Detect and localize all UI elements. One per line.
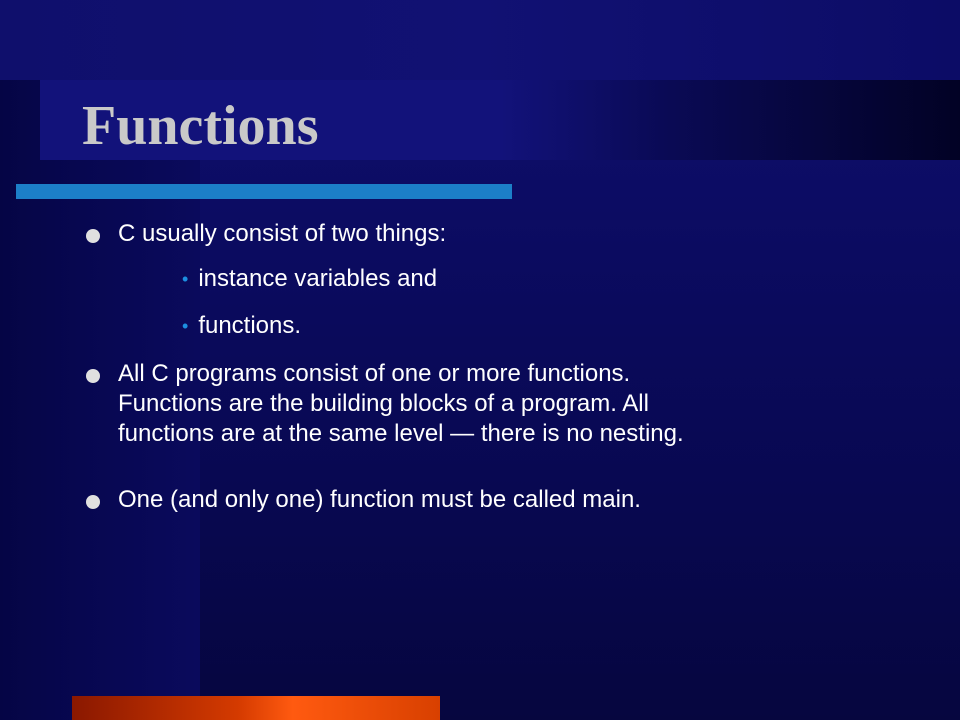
bullet-item bbox=[86, 359, 684, 449]
sub-bullet-text: instance variables and bbox=[198, 265, 438, 292]
sub-bullet-dot-icon: • bbox=[182, 316, 189, 336]
bullet-item bbox=[86, 485, 641, 515]
bullet-text-line: Functions are the building blocks of a program. All bbox=[118, 390, 649, 417]
bullet-text: C usually consist of two things: bbox=[118, 220, 447, 247]
bullet-item bbox=[86, 219, 446, 249]
sub-bullet-item bbox=[182, 264, 437, 294]
sub-bullet-text: functions. bbox=[198, 312, 302, 339]
bullet-dot-icon bbox=[86, 229, 100, 243]
bullet-text-line: functions are at the same level — there is no nesting. bbox=[118, 420, 684, 447]
bottom-accent-bar bbox=[72, 696, 440, 720]
bullet-dot-icon bbox=[86, 495, 100, 509]
bullet-text-line: All C programs consist of one or more functions. bbox=[118, 360, 631, 387]
bullet-dot-icon bbox=[86, 369, 100, 383]
slide-title: Functions bbox=[82, 95, 319, 157]
bullet-text: One (and only one) function must be called main. bbox=[118, 486, 641, 513]
sub-bullet-dot-icon: • bbox=[182, 269, 189, 289]
sub-bullet-item bbox=[182, 311, 301, 341]
